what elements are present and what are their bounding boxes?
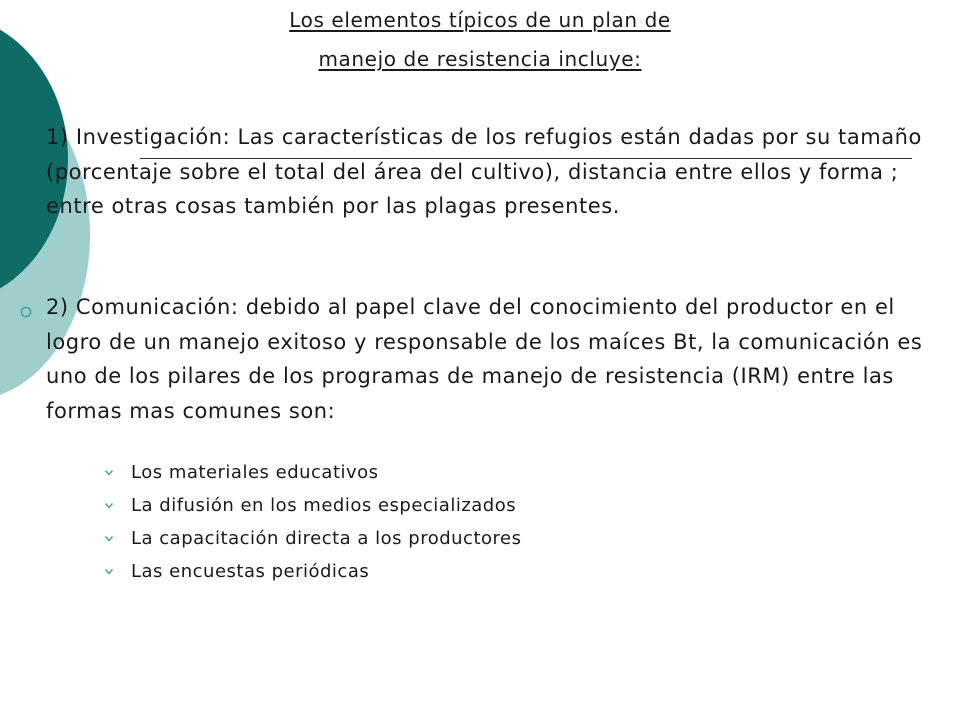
list-item-text: Los materiales educativos bbox=[131, 462, 379, 483]
chevron-bullet-icon bbox=[104, 468, 114, 478]
paragraph-investigacion: 1) Investigación: Las características de los refugios están dadas por su tamaño (porcentaje sobre el total del área del cultivo), distancia entre ellos y forma ; entre otras cosas también por las plagas presentes. bbox=[46, 125, 922, 218]
ring-bullet-icon bbox=[20, 306, 32, 318]
list-item-text: La difusión en los medios especializados bbox=[131, 495, 517, 516]
slide-title-line-2: manejo de resistencia incluye: bbox=[318, 47, 642, 71]
list-item-text: La capacitación directa a los productores bbox=[131, 528, 522, 549]
paragraph-comunicacion: 2) Comunicación: debido al papel clave del conocimiento del productor en el logro de un manejo exitoso y responsable de los maíces Bt, la comunicación es uno de los pilares de los programas de manejo de resistencia (IRM) entre las formas mas comunes son: bbox=[46, 295, 923, 423]
chevron-bullet-icon bbox=[104, 501, 114, 511]
slide-title-line-1: Los elementos típicos de un plan de bbox=[289, 8, 671, 32]
chevron-bullet-icon bbox=[104, 534, 114, 544]
list-item-text: Las encuestas periódicas bbox=[131, 561, 370, 582]
horizontal-rule bbox=[140, 158, 912, 159]
chevron-bullet-icon bbox=[104, 567, 114, 577]
